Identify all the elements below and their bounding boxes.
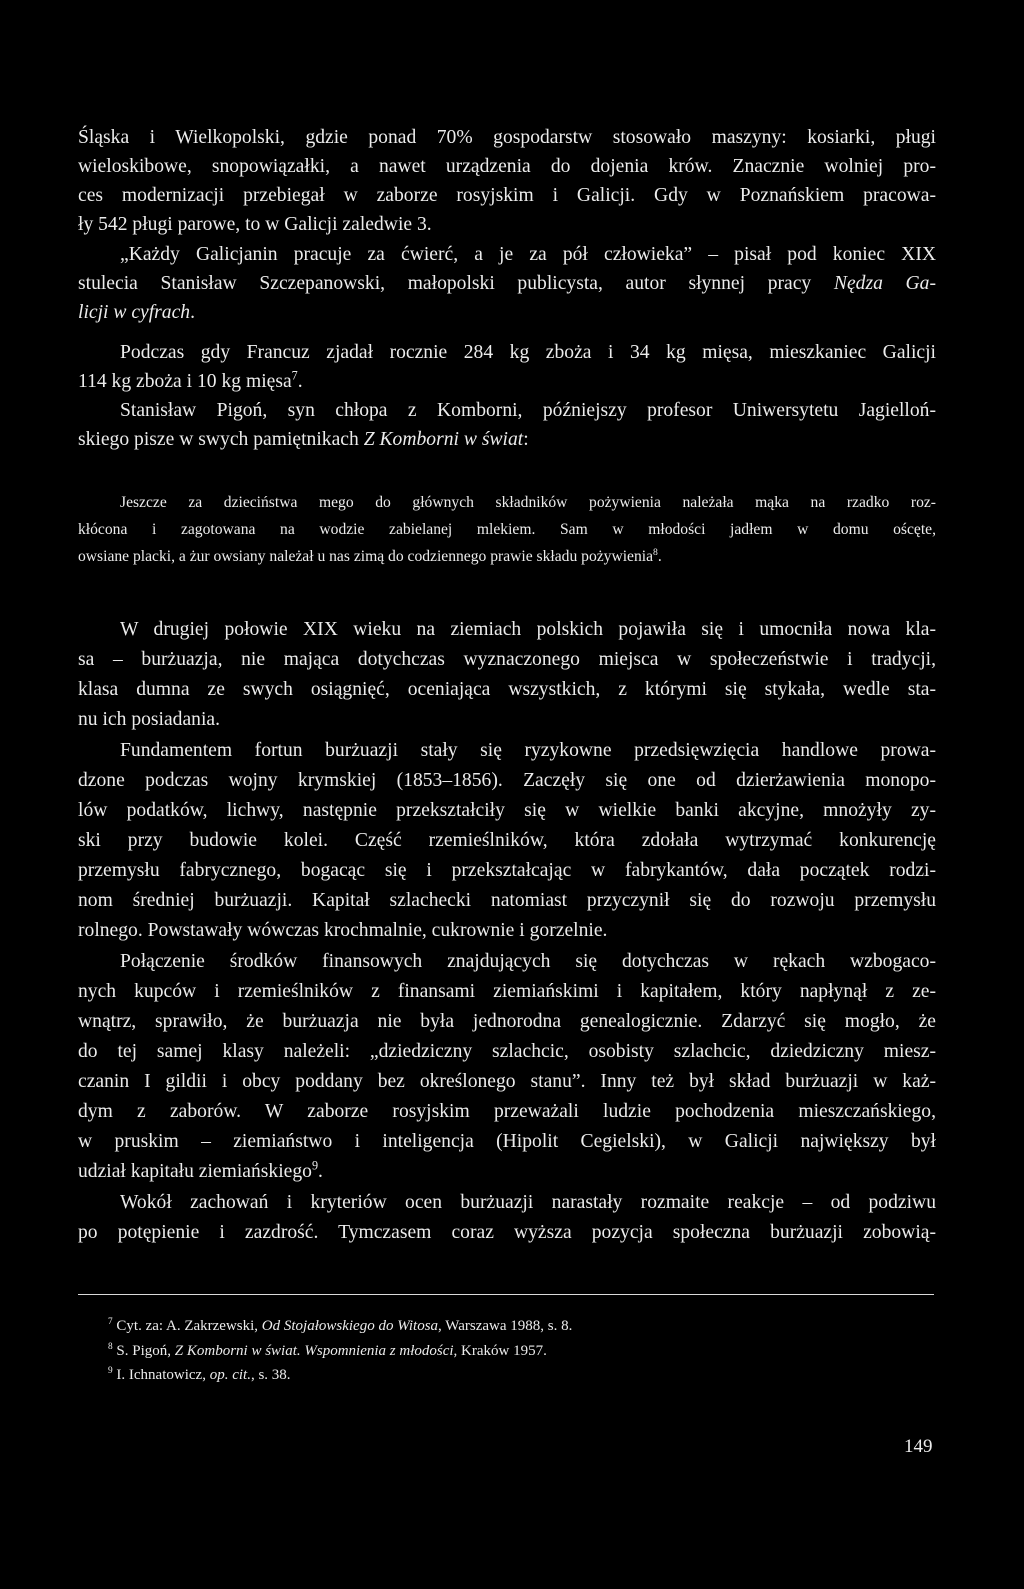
text-line: nych kupców i rzemieślników z finansami ziemiańskimi i kapitałem, który napłynął z ze- [78, 981, 936, 1002]
text-line: do tej samej klasy należeli: „dziedziczny szlachcic, osobisty szlachcic, dziedziczny miesz- [78, 1041, 936, 1062]
footnote-text: , Kraków 1957. [453, 1343, 547, 1359]
footnote-title: Z Komborni w świat. Wspomnienia z młodości [174, 1343, 454, 1359]
text-line: Śląska i Wielkopolski, gdzie ponad 70% gospodarstw stosowało maszyny: kosiarki, pługi [78, 127, 936, 148]
text-line: dzone podczas wojny krymskiej (1853–1856). Zaczęły się one od dzierżawienia monopo- [78, 770, 936, 791]
text-segment: skiego pisze w swych pamiętnikach [78, 429, 359, 450]
page-number: 149 [904, 1436, 933, 1457]
footnote-mark: 8 [108, 1342, 113, 1352]
text-line: czanin I gildii i obcy poddany bez określonego stanu”. Inny też był skład burżuazji w każ- [78, 1071, 936, 1092]
text-line: Stanisław Pigoń, syn chłopa z Komborni, późniejszy profesor Uniwersytetu Jagielloń- [120, 400, 936, 421]
footnote-mark: 7 [108, 1317, 113, 1327]
text-line: nu ich posiadania. [78, 709, 221, 730]
text-line [78, 274, 936, 294]
footnote [108, 1368, 291, 1383]
text-line: nom średniej burżuazji. Kapitał szlachecki natomiast przyczynił się do rozwoju przemysłu [78, 890, 936, 911]
text-line: rolnego. Powstawały wówczas krochmalnie, cukrownie i gorzelnie. [78, 920, 608, 941]
footnote-text: , s. 38. [250, 1367, 291, 1383]
text-line: sa – burżuazja, nie mająca dotychczas wyznaczonego miejsca w społeczeństwie i tradycji, [78, 649, 936, 670]
text-line: po potępienie i zazdrość. Tymczasem coraz wyższa pozycja społeczna burżuazji zobowią- [78, 1222, 936, 1243]
text-line: wieloskibowe, snopowiązałki, a nawet urządzenia do dojenia krów. Znacznie wolniej pro- [78, 156, 936, 177]
text-line: ły 542 pługi parowe, to w Galicji zaledwie 3. [78, 214, 432, 235]
text-line: w pruskim – ziemiaństwo i inteligencja (Hipolit Cegielski), w Galicji największy był [78, 1131, 936, 1152]
text-line: Wokół zachowań i kryteriów ocen burżuazji narastały rozmaite reakcje – od podziwu [120, 1192, 936, 1213]
text-line: Połączenie środków finansowych znajdujących się dotychczas w rękach wzbogaco- [120, 951, 936, 972]
quote-line: Jeszcze za dzieciństwa mego do głównych składników pożywienia należała mąka na rzadko roz- [120, 494, 936, 511]
text-line: dym z zaborów. W zaborze rosyjskim przeważali ludzie pochodzenia mieszczańskiego, [78, 1101, 936, 1122]
text-line [78, 368, 936, 392]
footnote-ref: 9 [311, 1158, 319, 1173]
book-title: licji w cyfrach [78, 302, 191, 323]
footnote-text: I. Ichnatowicz, [116, 1367, 210, 1383]
text-line: przemysłu fabrycznego, bogacąc się i przekształcając w fabrykantów, dała początek rodzi- [78, 860, 936, 881]
text-line: ski przy budowie kolei. Część rzemieślników, która zdołała wytrzymać konkurencję [78, 830, 936, 851]
text-segment: . [190, 302, 195, 323]
text-segment: owsiane placki, a żur owsiany należał u nas zimą do codziennego prawie składu pożywienia [78, 548, 654, 565]
quote-line [78, 546, 936, 565]
text-segment: . [297, 371, 303, 392]
book-title: Nędza Ga- [833, 273, 937, 294]
text-line: klasa dumna ze swych osiągnięć, oceniająca wszystkich, z którymi się stykała, wedle sta- [78, 679, 936, 700]
text-segment: . [657, 548, 662, 565]
text-segment: : [523, 429, 529, 450]
text-segment: 114 kg zboża i 10 kg mięsa [78, 371, 292, 392]
footnote [108, 1344, 547, 1359]
footnote-text: , Warszawa 1988, s. 8. [438, 1318, 573, 1334]
footnote-title: op. cit. [209, 1367, 251, 1383]
text-line: ces modernizacji przebiegał w zaborze rosyjskim i Galicji. Gdy w Poznańskiem pracowa- [78, 185, 936, 206]
footnote-ref: 7 [291, 368, 298, 383]
text-segment: stulecia Stanisław Szczepanowski, małopolski publicysta, autor słynnej pracy [78, 273, 812, 294]
text-line [78, 303, 936, 323]
quote-line: kłócona i zagotowana na wodzie zabielanej mlekiem. Sam w młodości jadłem w domu oścęte, [78, 521, 936, 538]
text-line [78, 430, 936, 450]
footnote-mark: 9 [108, 1366, 113, 1376]
text-line: wnątrz, sprawiło, że burżuazja nie była jednorodna genealogicznie. Zdarzyć się mogło, że [78, 1011, 936, 1032]
footnote-separator [78, 1294, 934, 1295]
footnote-text: S. Pigoń, [116, 1343, 175, 1359]
footnote-title: Od Stojałowskiego do Witosa [261, 1318, 439, 1334]
text-segment: . [318, 1161, 323, 1182]
text-line: lów podatków, lichwy, następnie przekształciły się w wielkie banki akcyjne, mnożyły zy- [78, 800, 936, 821]
text-line: W drugiej połowie XIX wieku na ziemiach polskich pojawiła się i umocniła nowa kla- [120, 619, 936, 640]
footnote-text: Cyt. za: A. Zakrzewski, [116, 1318, 262, 1334]
text-line: Fundamentem fortun burżuazji stały się ryzykowne przedsięwzięcia handlowe prowa- [120, 740, 936, 761]
text-segment: udział kapitału ziemiańskiego [78, 1161, 312, 1182]
footnote [108, 1319, 572, 1334]
text-line: Podczas gdy Francuz zjadał rocznie 284 kg zboża i 34 kg mięsa, mieszkaniec Galicji [120, 342, 936, 363]
footnote-ref: 8 [653, 546, 658, 558]
book-title: Z Komborni w świat [363, 429, 524, 450]
text-line: „Każdy Galicjanin pracuje za ćwierć, a je za pół człowieka” – pisał pod koniec XIX [120, 244, 936, 265]
text-line [78, 1158, 936, 1182]
